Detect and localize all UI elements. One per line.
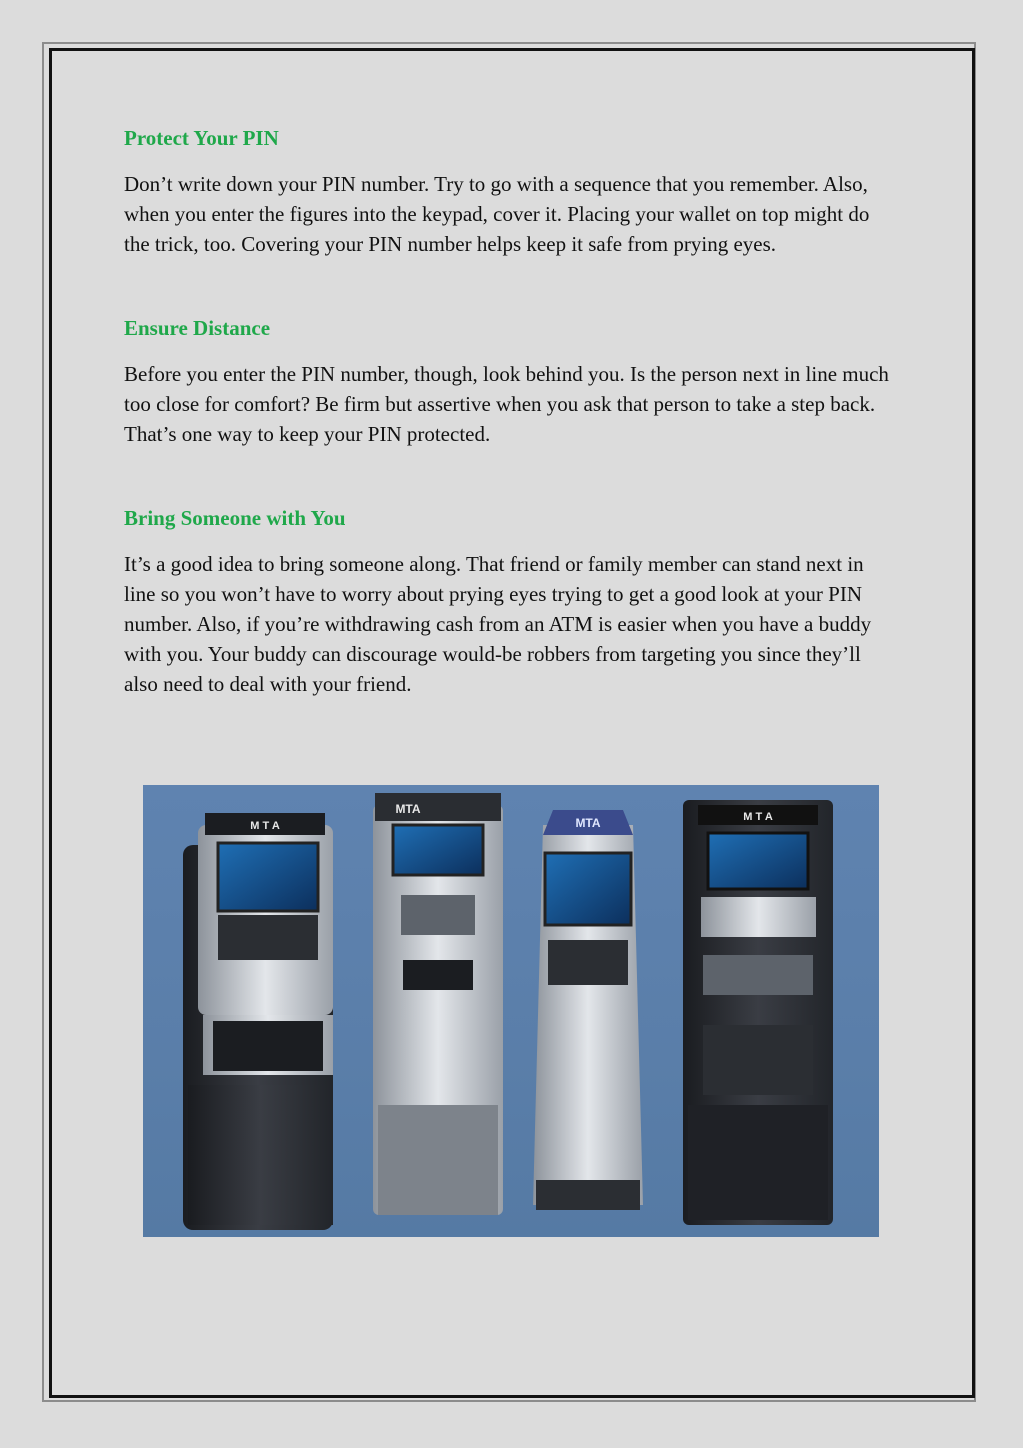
section-protect-pin <box>124 125 899 259</box>
atm-illustration <box>143 785 879 1237</box>
section-ensure-distance <box>124 315 899 449</box>
atm-machine-3 <box>533 810 643 1210</box>
section-heading: Bring Someone with You <box>124 506 346 530</box>
atm-4-label: M T A <box>743 811 773 823</box>
atm-2-label: MTA <box>395 802 421 816</box>
atm-machine-2 <box>373 793 503 1215</box>
section-body: Don’t write down your PIN number. Try to go with a sequence that you remember. Also, when you enter the figures into the keypad, cover it. Placing your wallet on top might do the trick, too. Covering your PIN number helps keep it safe from prying eyes. <box>124 172 870 256</box>
atm-3-label: MTA <box>575 816 601 830</box>
section-bring-someone <box>124 505 899 699</box>
section-heading: Ensure Distance <box>124 316 271 340</box>
atm-1-label: M T A <box>250 820 280 832</box>
document-content <box>124 125 899 755</box>
section-body: It’s a good idea to bring someone along. That friend or family member can stand next in line so you won’t have to worry about prying eyes trying to get a good look at your PIN number. Also, if you’re withdrawing cash from an ATM is easier when you have a buddy with you. Your buddy can discourage would-be robbers from targeting you since they’ll also need to deal with your friend. <box>124 552 872 696</box>
section-heading: Protect Your PIN <box>124 126 279 150</box>
section-body: Before you enter the PIN number, though, look behind you. Is the person next in line much too close for comfort? Be firm but assertive when you ask that person to take a step back. That’s one way to keep your PIN protected. <box>124 362 889 446</box>
atm-machine-1 <box>183 813 333 1230</box>
atm-machine-4 <box>683 800 833 1225</box>
atm-machines-photo <box>143 785 879 1237</box>
